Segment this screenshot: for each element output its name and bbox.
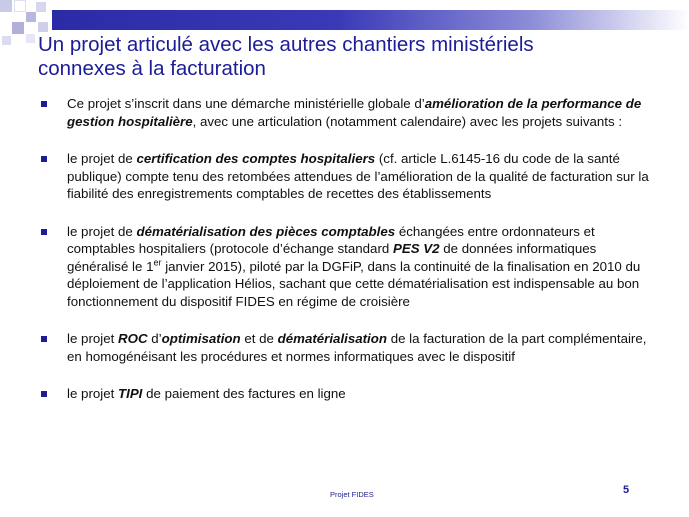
bullet-emphasis: PES V2 bbox=[392, 241, 440, 256]
bullet-text: le projet bbox=[67, 331, 118, 346]
bullet-text: (cf. article L.6145-16 du code de la santé publique) compte tenu des retombées attendues de l’amélioration de la qualité de facturation sur la fiabilité des enregistrements comptables de recettes des établissements bbox=[67, 151, 649, 201]
bullet-item-tipi bbox=[40, 385, 660, 403]
bullet-text: Ce projet s’inscrit dans une démarche ministérielle globale d’ bbox=[67, 96, 425, 111]
bullet-text: de paiement des factures en ligne bbox=[142, 386, 346, 401]
bullet-text: de la facturation de la part complémentaire, en homogénéisant les procédures et normes informatiques avec le dispositif bbox=[67, 331, 647, 364]
square-bullet-icon bbox=[41, 101, 47, 107]
bullet-text: janvier 2015), piloté par la DGFiP, dans la continuité de la finalisation en 2010 du déploiement de l’application Hélios, sachant que cette dématérialisation est indispensable au bon fonctionnement du dispositif FIDES en régime de croisière bbox=[67, 258, 641, 309]
square-bullet-icon bbox=[41, 156, 47, 162]
slide-title-line-1: Un projet articulé avec les autres chantiers ministériels bbox=[38, 33, 534, 56]
bullet-text: d’ bbox=[147, 331, 162, 346]
bullet-emphasis: TIPI bbox=[118, 386, 143, 401]
decorative-square bbox=[12, 22, 24, 34]
decorative-square bbox=[14, 0, 26, 12]
bullet-emphasis: dématérialisation des pièces comptables bbox=[136, 223, 396, 239]
superscript: er bbox=[153, 257, 162, 268]
bullet-text: le projet bbox=[67, 386, 118, 401]
slide-title-line-2: connexes à la facturation bbox=[38, 57, 266, 80]
bullet-list bbox=[40, 95, 660, 403]
square-bullet-icon bbox=[41, 391, 47, 397]
slide-title bbox=[38, 33, 678, 81]
square-bullet-icon bbox=[41, 336, 47, 342]
decorative-square bbox=[2, 36, 11, 45]
decorative-square bbox=[36, 2, 46, 12]
bullet-text: , avec une articulation (notamment calendaire) avec les projets suivants : bbox=[192, 113, 623, 129]
bullet-emphasis: dématérialisation bbox=[277, 331, 387, 346]
bullet-text: le projet de bbox=[67, 223, 137, 239]
decorative-square bbox=[38, 22, 48, 32]
bullet-emphasis: amélioration de la performance de gestion hospitalière bbox=[67, 96, 642, 129]
bullet-item-roc bbox=[40, 330, 660, 365]
bullet-item-global-approach bbox=[40, 95, 660, 130]
bullet-item-certification bbox=[40, 150, 660, 203]
page-number: 5 bbox=[623, 484, 630, 496]
bullet-emphasis: certification des comptes hospitaliers bbox=[136, 151, 376, 166]
bullet-text: et de bbox=[240, 331, 278, 346]
header-gradient-bar bbox=[52, 10, 689, 30]
decorative-square bbox=[0, 0, 12, 12]
bullet-text: le projet de bbox=[67, 151, 137, 166]
square-bullet-icon bbox=[41, 229, 47, 235]
bullet-text: échangées entre ordonnateurs et comptables hospitaliers (protocole d’échange standard bbox=[67, 223, 595, 256]
bullet-text: de données informatiques généralisé le 1 bbox=[67, 241, 597, 274]
bullet-emphasis: optimisation bbox=[161, 331, 241, 346]
bullet-item-dematerialisation bbox=[40, 223, 660, 311]
bullet-emphasis: ROC bbox=[118, 331, 148, 346]
decorative-square bbox=[26, 34, 35, 43]
footer-label: Projet FIDES bbox=[330, 490, 374, 499]
decorative-square bbox=[26, 12, 36, 22]
